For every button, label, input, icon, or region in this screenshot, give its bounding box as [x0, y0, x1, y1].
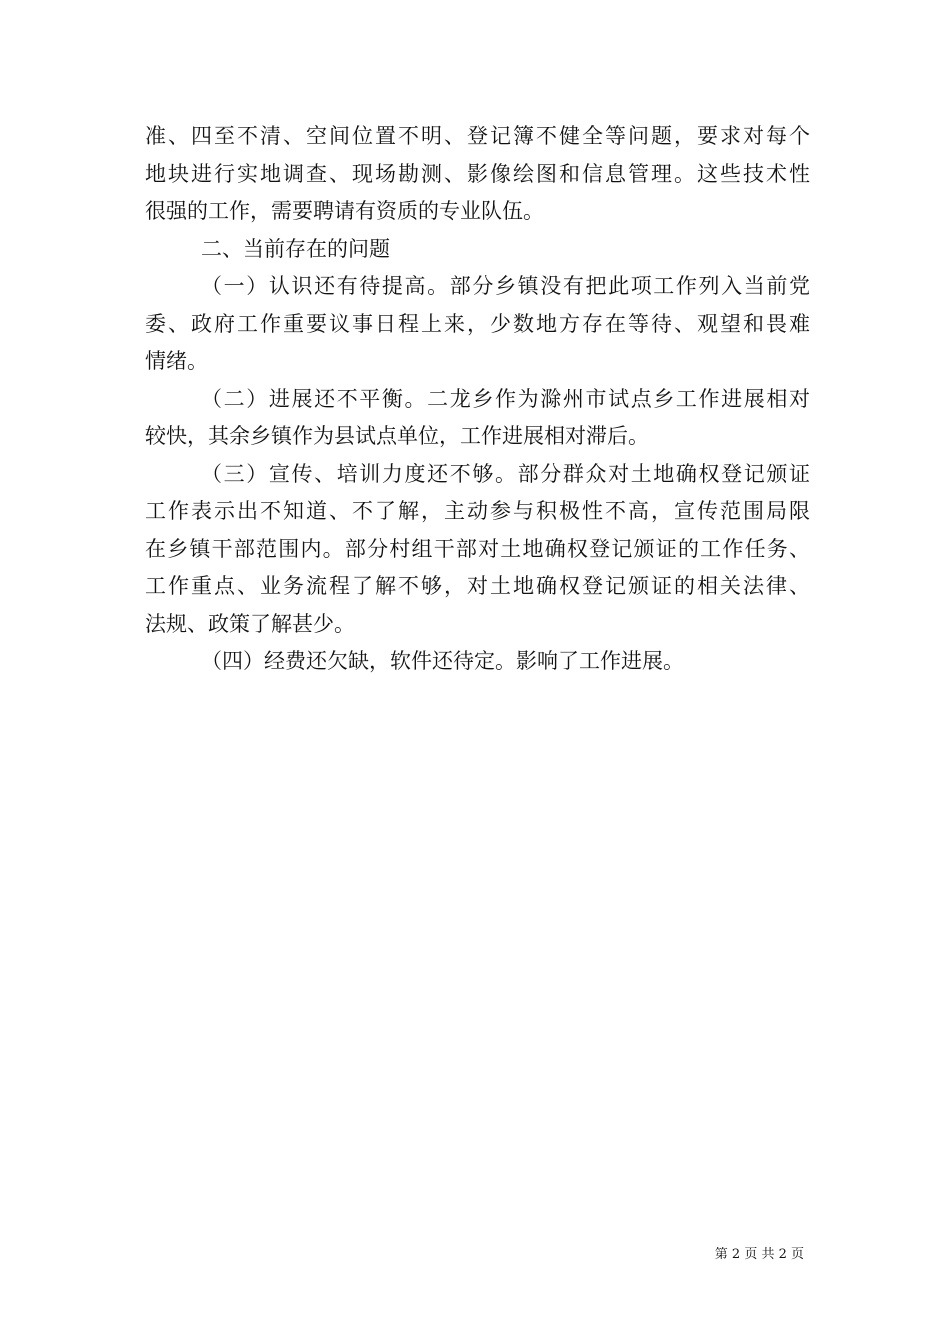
body-line-7: 情绪。: [145, 349, 208, 373]
body-line-6: 委、政府工作重要议事日程上来，少数地方存在等待、观望和畏难: [145, 311, 810, 336]
body-line-13: 工作重点、业务流程了解不够，对土地确权登记颁证的相关法律、: [145, 574, 810, 598]
body-line-10: （三）宣传、培训力度还不够。部分群众对土地确权登记颁证: [201, 461, 810, 486]
body-line-14: 法规、政策了解甚少。: [145, 611, 355, 636]
body-line-15: （四）经费还欠缺，软件还待定。影响了工作进展。: [201, 649, 684, 673]
section-heading: 二、当前存在的问题: [201, 236, 390, 261]
body-line-12: 在乡镇干部范围内。部分村组干部对土地确权登记颁证的工作任务、: [145, 536, 810, 561]
body-line-5: （一）认识还有待提高。部分乡镇没有把此项工作列入当前党: [201, 274, 810, 298]
page-number: 第 2 页 共 2 页: [714, 1247, 804, 1262]
body-line-11: 工作表示出不知道、不了解，主动参与积极性不高，宣传范围局限: [145, 499, 810, 523]
body-line-8: （二）进展还不平衡。二龙乡作为滁州市试点乡工作进展相对: [201, 386, 810, 411]
body-line-9: 较快，其余乡镇作为县试点单位，工作进展相对滞后。: [145, 424, 649, 448]
body-line-3: 很强的工作，需要聘请有资质的专业队伍。: [145, 199, 544, 223]
body-line-1: 准、四至不清、空间位置不明、登记簿不健全等问题，要求对每个: [145, 124, 810, 148]
body-line-2: 地块进行实地调查、现场勘测、影像绘图和信息管理。这些技术性: [145, 161, 810, 186]
document-body: [145, 118, 810, 681]
